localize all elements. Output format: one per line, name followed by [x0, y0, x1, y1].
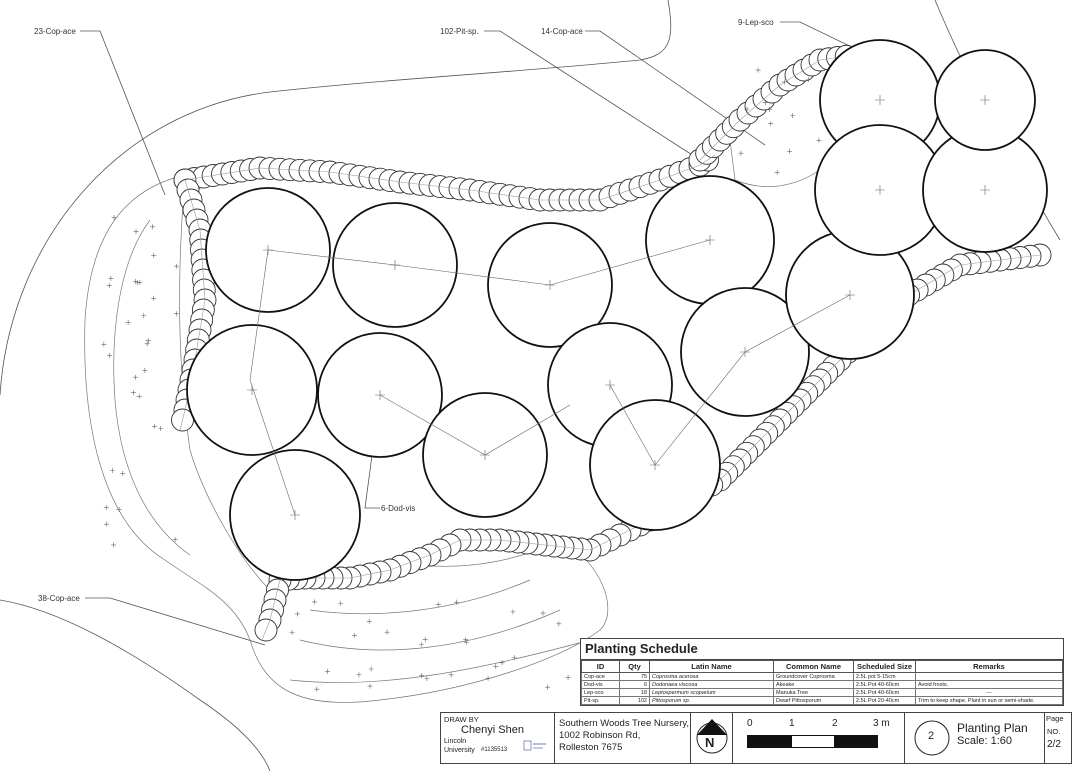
- groundcover-plant-marker: [367, 619, 372, 624]
- cell-latin: Coprosma acerosa: [650, 673, 774, 681]
- cell-qty: 75: [620, 673, 650, 681]
- groundcover-plant-marker: [111, 542, 116, 547]
- cell-latin: Leptospermum scoparium: [650, 689, 774, 697]
- scale-bar-cell: [733, 713, 905, 763]
- cell-common: Groundcover Coprosma: [774, 673, 854, 681]
- groundcover-plant-marker: [134, 229, 139, 234]
- page-number: 2/2: [1047, 739, 1061, 750]
- author-name: Chenyi Shen: [461, 724, 524, 736]
- groundcover-plant-marker: [107, 283, 112, 288]
- groundcover-plant-marker: [436, 602, 441, 607]
- groundcover-plant-marker: [174, 311, 179, 316]
- groundcover-plant-marker: [150, 224, 155, 229]
- plan-title: Planting Plan: [957, 721, 1028, 735]
- planting-schedule: [580, 638, 1064, 706]
- cell-common: Akeake: [774, 681, 854, 689]
- groundcover-plant-marker: [510, 609, 515, 614]
- client-line-3: Rolleston 7675: [559, 742, 623, 753]
- no-label: NO.: [1047, 727, 1061, 736]
- groundcover-plant-marker: [158, 426, 163, 431]
- groundcover-plant-marker: [312, 599, 317, 604]
- cell-latin: Dodonaea viscosa: [650, 681, 774, 689]
- leader-102-pit: [484, 31, 700, 160]
- col-latin: Latin Name: [650, 661, 774, 673]
- author-cell: [441, 713, 555, 763]
- label-6-dod-vis: 6-Dod-vis: [381, 504, 416, 513]
- label-9-lep-sco: 9-Lep-sco: [738, 18, 774, 27]
- groundcover-plant-marker: [768, 121, 773, 126]
- cell-remarks: ---: [916, 689, 1063, 697]
- student-id: #1135513: [481, 747, 508, 753]
- scale-bar-icon: [747, 735, 897, 749]
- groundcover-plant-marker: [356, 672, 361, 677]
- groundcover-plant-marker: [419, 673, 424, 678]
- client-cell: [555, 713, 691, 763]
- university-logo-icon: [523, 740, 547, 754]
- groundcover-plant-marker: [314, 687, 319, 692]
- institution-line-2: University: [444, 747, 475, 754]
- label-38-cop-ace: 38-Cop-ace: [38, 594, 80, 603]
- groundcover-plant-marker: [385, 630, 390, 635]
- groundcover-plant-marker: [151, 253, 156, 258]
- groundcover-plant-marker: [142, 368, 147, 373]
- client-line-2: 1002 Robinson Rd,: [559, 730, 641, 741]
- groundcover-plant-marker: [104, 522, 109, 527]
- cell-common: Manuka Tree: [774, 689, 854, 697]
- col-size: Scheduled Size: [854, 661, 916, 673]
- table-row: [582, 697, 1063, 705]
- groundcover-plant-marker: [486, 676, 491, 681]
- col-common: Common Name: [774, 661, 854, 673]
- groundcover-plant-marker: [146, 338, 151, 343]
- draw-by-label: DRAW BY: [444, 715, 479, 724]
- groundcover-plant-marker: [566, 675, 571, 680]
- cell-size: 2.5L Pot 40-60cm: [854, 689, 916, 697]
- table-row: [582, 681, 1063, 689]
- groundcover-plant-marker: [424, 676, 429, 681]
- groundcover-plant-marker: [423, 637, 428, 642]
- groundcover-plant-marker: [120, 471, 125, 476]
- cell-size: 2.5L Pot 40-60cm: [854, 681, 916, 689]
- cell-qty: 102: [620, 697, 650, 705]
- north-arrow-cell: [691, 713, 733, 763]
- leader-23-cop-ace: [80, 31, 165, 195]
- scale-tick-1: 1: [789, 718, 795, 729]
- groundcover-plant-marker: [738, 151, 743, 156]
- groundcover-plant-marker: [556, 621, 561, 626]
- groundcover-plant-marker: [500, 660, 505, 665]
- cell-id: Cop-ace: [582, 673, 620, 681]
- table-row: [582, 689, 1063, 697]
- tree-canopies: [187, 40, 1047, 580]
- scale-tick-3: 3 m: [873, 718, 890, 729]
- institution-line-1: Lincoln: [444, 738, 467, 745]
- cell-common: Dwarf Pittosporum: [774, 697, 854, 705]
- sheet-number: 2: [928, 730, 935, 742]
- col-id: ID: [582, 661, 620, 673]
- groundcover-plant-marker: [112, 215, 117, 220]
- groundcover-plant-marker: [790, 113, 795, 118]
- groundcover-plant-marker: [104, 505, 109, 510]
- label-14-cop-ace: 14-Cop-ace: [541, 27, 583, 36]
- schedule-title: Planting Schedule: [581, 639, 1063, 660]
- cell-remarks: [916, 673, 1063, 681]
- groundcover-plant-marker: [419, 642, 424, 647]
- cell-remarks: Avoid frosts.: [916, 681, 1063, 689]
- label-102-pit-sp: 102-Pit-sp.: [440, 27, 479, 36]
- sheet-title-cell: [905, 713, 1045, 763]
- label-23-cop-ace: 23-Cop-ace: [34, 27, 76, 36]
- schedule-table: [581, 660, 1063, 705]
- groundcover-plant-marker: [141, 313, 146, 318]
- col-qty: Qty: [620, 661, 650, 673]
- scale-tick-2: 2: [832, 718, 838, 729]
- scale-text: Scale: 1:60: [957, 735, 1013, 747]
- north-letter: N: [705, 735, 715, 750]
- site-boundary-line-left: [0, 600, 270, 771]
- groundcover-plant-marker: [151, 296, 156, 301]
- groundcover-plant-marker: [368, 684, 373, 689]
- page-label: Page: [1046, 714, 1064, 723]
- groundcover-plant-marker: [352, 633, 357, 638]
- groundcover-plant-marker: [174, 264, 179, 269]
- groundcover-plant-marker: [756, 68, 761, 73]
- title-block: [440, 712, 1072, 764]
- groundcover-plant-marker: [325, 669, 330, 674]
- groundcover-plant-marker: [540, 611, 545, 616]
- groundcover-plant-marker: [133, 375, 138, 380]
- client-line-1: Southern Woods Tree Nursery,: [559, 718, 690, 729]
- groundcover-plant-marker: [152, 424, 157, 429]
- cell-qty: 6: [620, 681, 650, 689]
- groundcover-plant-marker: [449, 672, 454, 677]
- groundcover-plant-marker: [338, 601, 343, 606]
- groundcover-plant-marker: [107, 353, 112, 358]
- cell-size: 2.5L pot 5-15cm: [854, 673, 916, 681]
- groundcover-plant-marker: [775, 170, 780, 175]
- cell-remarks: Trim to keep shape. Plant in sun or semi-shade.: [916, 697, 1063, 705]
- leader-38-cop-ace: [85, 598, 265, 645]
- groundcover-plant-marker: [131, 390, 136, 395]
- table-row: [582, 673, 1063, 681]
- page-cell: [1045, 713, 1071, 763]
- groundcover-plant-marker: [126, 320, 131, 325]
- groundcover-plant-marker: [108, 276, 113, 281]
- groundcover-plant-marker: [145, 341, 150, 346]
- groundcover-plant-marker: [101, 342, 106, 347]
- groundcover-plant-marker: [787, 149, 792, 154]
- groundcover-plant-marker: [137, 394, 142, 399]
- groundcover-plant-marker: [295, 611, 300, 616]
- groundcover-plant-marker: [137, 280, 142, 285]
- cell-id: Pit-sp.: [582, 697, 620, 705]
- groundcover-plant-marker: [369, 666, 374, 671]
- schedule-header-row: [582, 661, 1063, 673]
- cell-id: Dod-vis: [582, 681, 620, 689]
- groundcover-plant-marker: [545, 685, 550, 690]
- groundcover-plant-marker: [290, 630, 295, 635]
- groundcover-plant-marker: [110, 468, 115, 473]
- cell-qty: 18: [620, 689, 650, 697]
- cell-id: Lep-sco: [582, 689, 620, 697]
- groundcover-plant-marker: [493, 664, 498, 669]
- cell-size: 2.5L Pot 20-40cm: [854, 697, 916, 705]
- cell-latin: Pittosporum sp.: [650, 697, 774, 705]
- col-remarks: Remarks: [916, 661, 1063, 673]
- groundcover-plant-marker: [816, 138, 821, 143]
- scale-tick-0: 0: [747, 718, 753, 729]
